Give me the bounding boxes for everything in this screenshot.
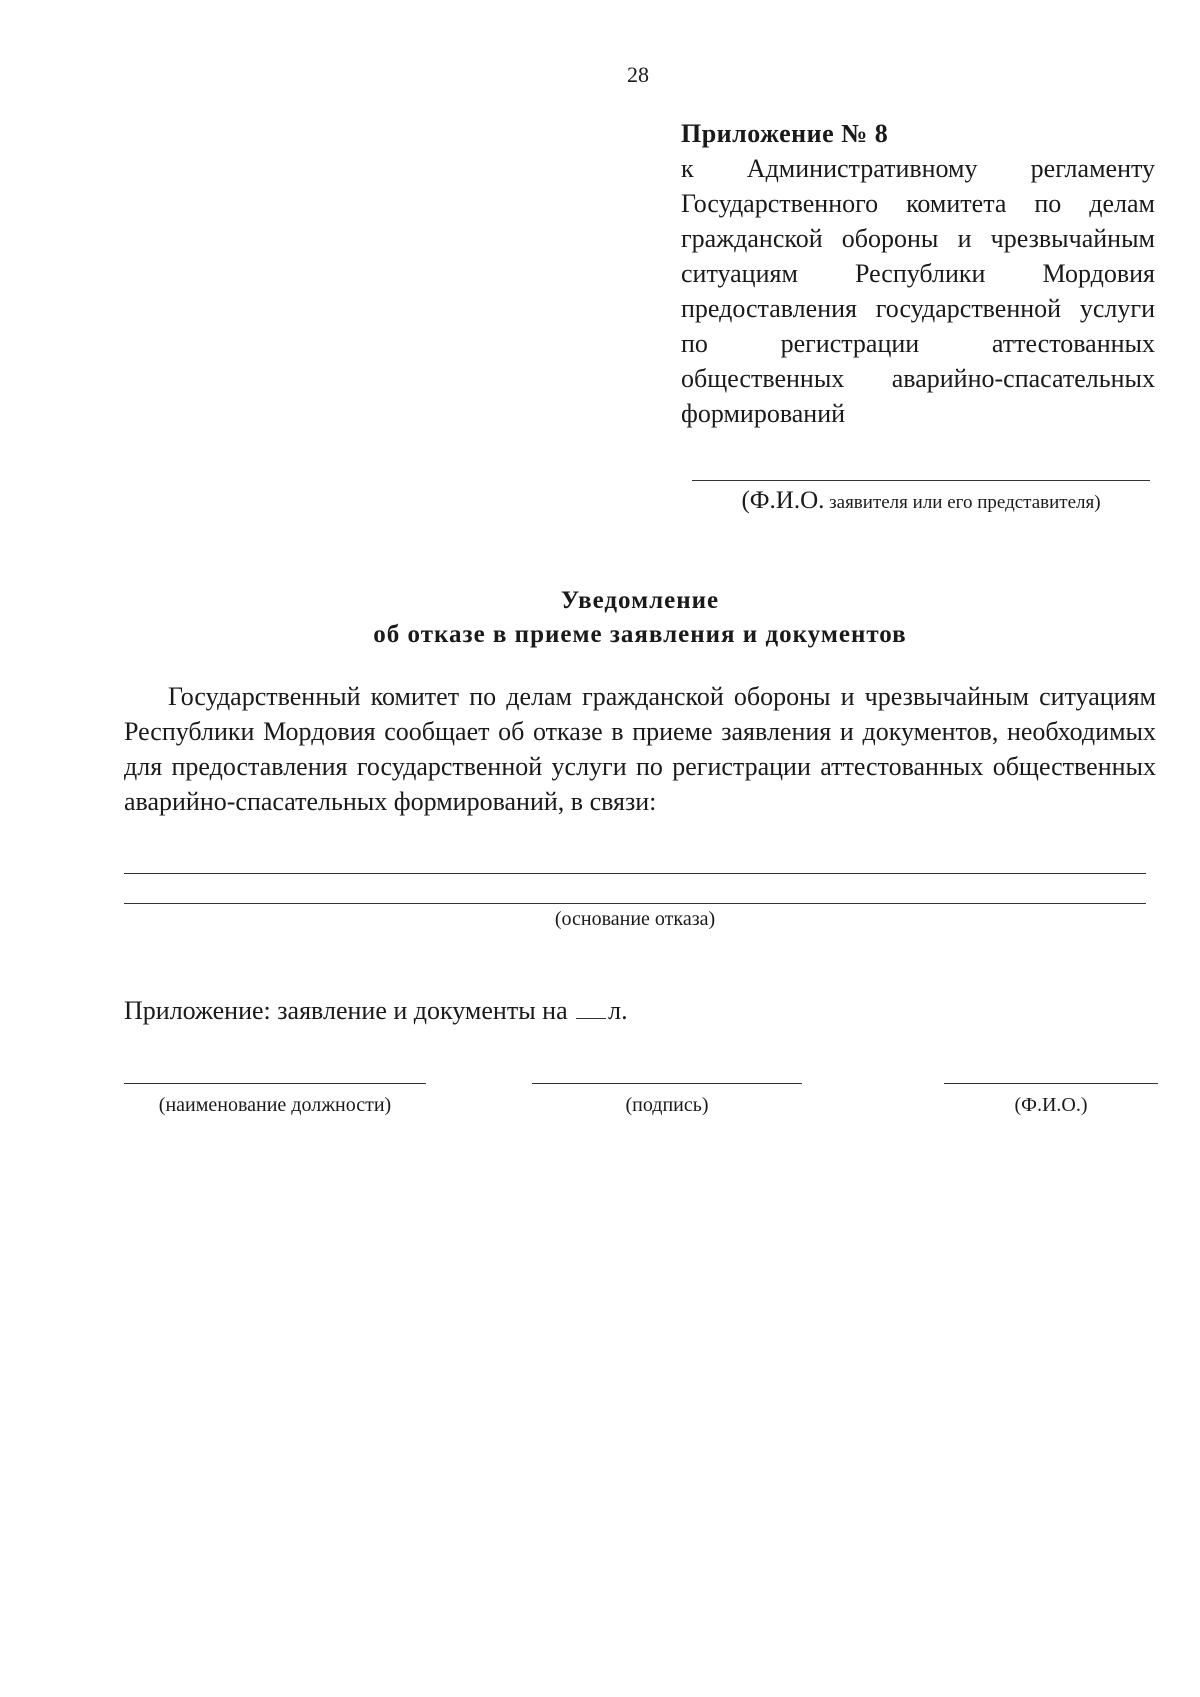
signature-column [532,1083,802,1117]
attachment-suffix: л. [608,996,628,1025]
notice-title [120,584,1160,652]
reason-caption: (основание отказа) [554,908,716,930]
reason-line-1 [124,873,1146,874]
signature-position-column [124,1083,426,1117]
attachment-line [124,996,628,1026]
signature-fio-column [944,1083,1158,1117]
reason-line-2 [124,903,1146,904]
applicant-name-line [692,480,1150,481]
notice-title-line-2: об отказе в приеме заявления и документов [373,621,907,648]
signature-caption: (подпись) [625,1094,709,1116]
position-caption: (наименование должности) [158,1094,392,1116]
page-number: 28 [627,62,649,87]
fio-caption: (Ф.И.О.) [1014,1094,1088,1116]
notice-body: Государственный комитет по делам гражданской обороны и чрезвычайным ситуациям Республики Мордовия сообщает об отказе в приеме заявления и документов, необходимых для предоставления государственной услуги по регистрации аттестованных общественных аварийно-спасательных формирований, в связи: [124,682,1156,816]
applicant-caption-rest: заявителя или его представителя) [824,492,1101,513]
fio-line [944,1083,1158,1084]
applicant-caption-prefix: (Ф.И.О. [741,487,825,514]
appendix-title: Приложение № 8 [681,119,889,148]
signature-line [532,1083,802,1084]
attachment-pages-blank [576,998,606,1019]
appendix-header [681,116,1155,431]
applicant-name-caption [692,487,1150,515]
position-line [124,1083,426,1084]
attachment-prefix: Приложение: заявление и документы на [124,996,575,1025]
notice-title-line-1: Уведомление [560,587,720,614]
appendix-text: к Административному регламенту Государственного комитета по делам гражданской обороны и чрезвычайным ситуациям Республики Мордовия предоставления государственной услуги по регистрации аттестованных общественных аварийно-спасательных формирований [681,154,1155,428]
